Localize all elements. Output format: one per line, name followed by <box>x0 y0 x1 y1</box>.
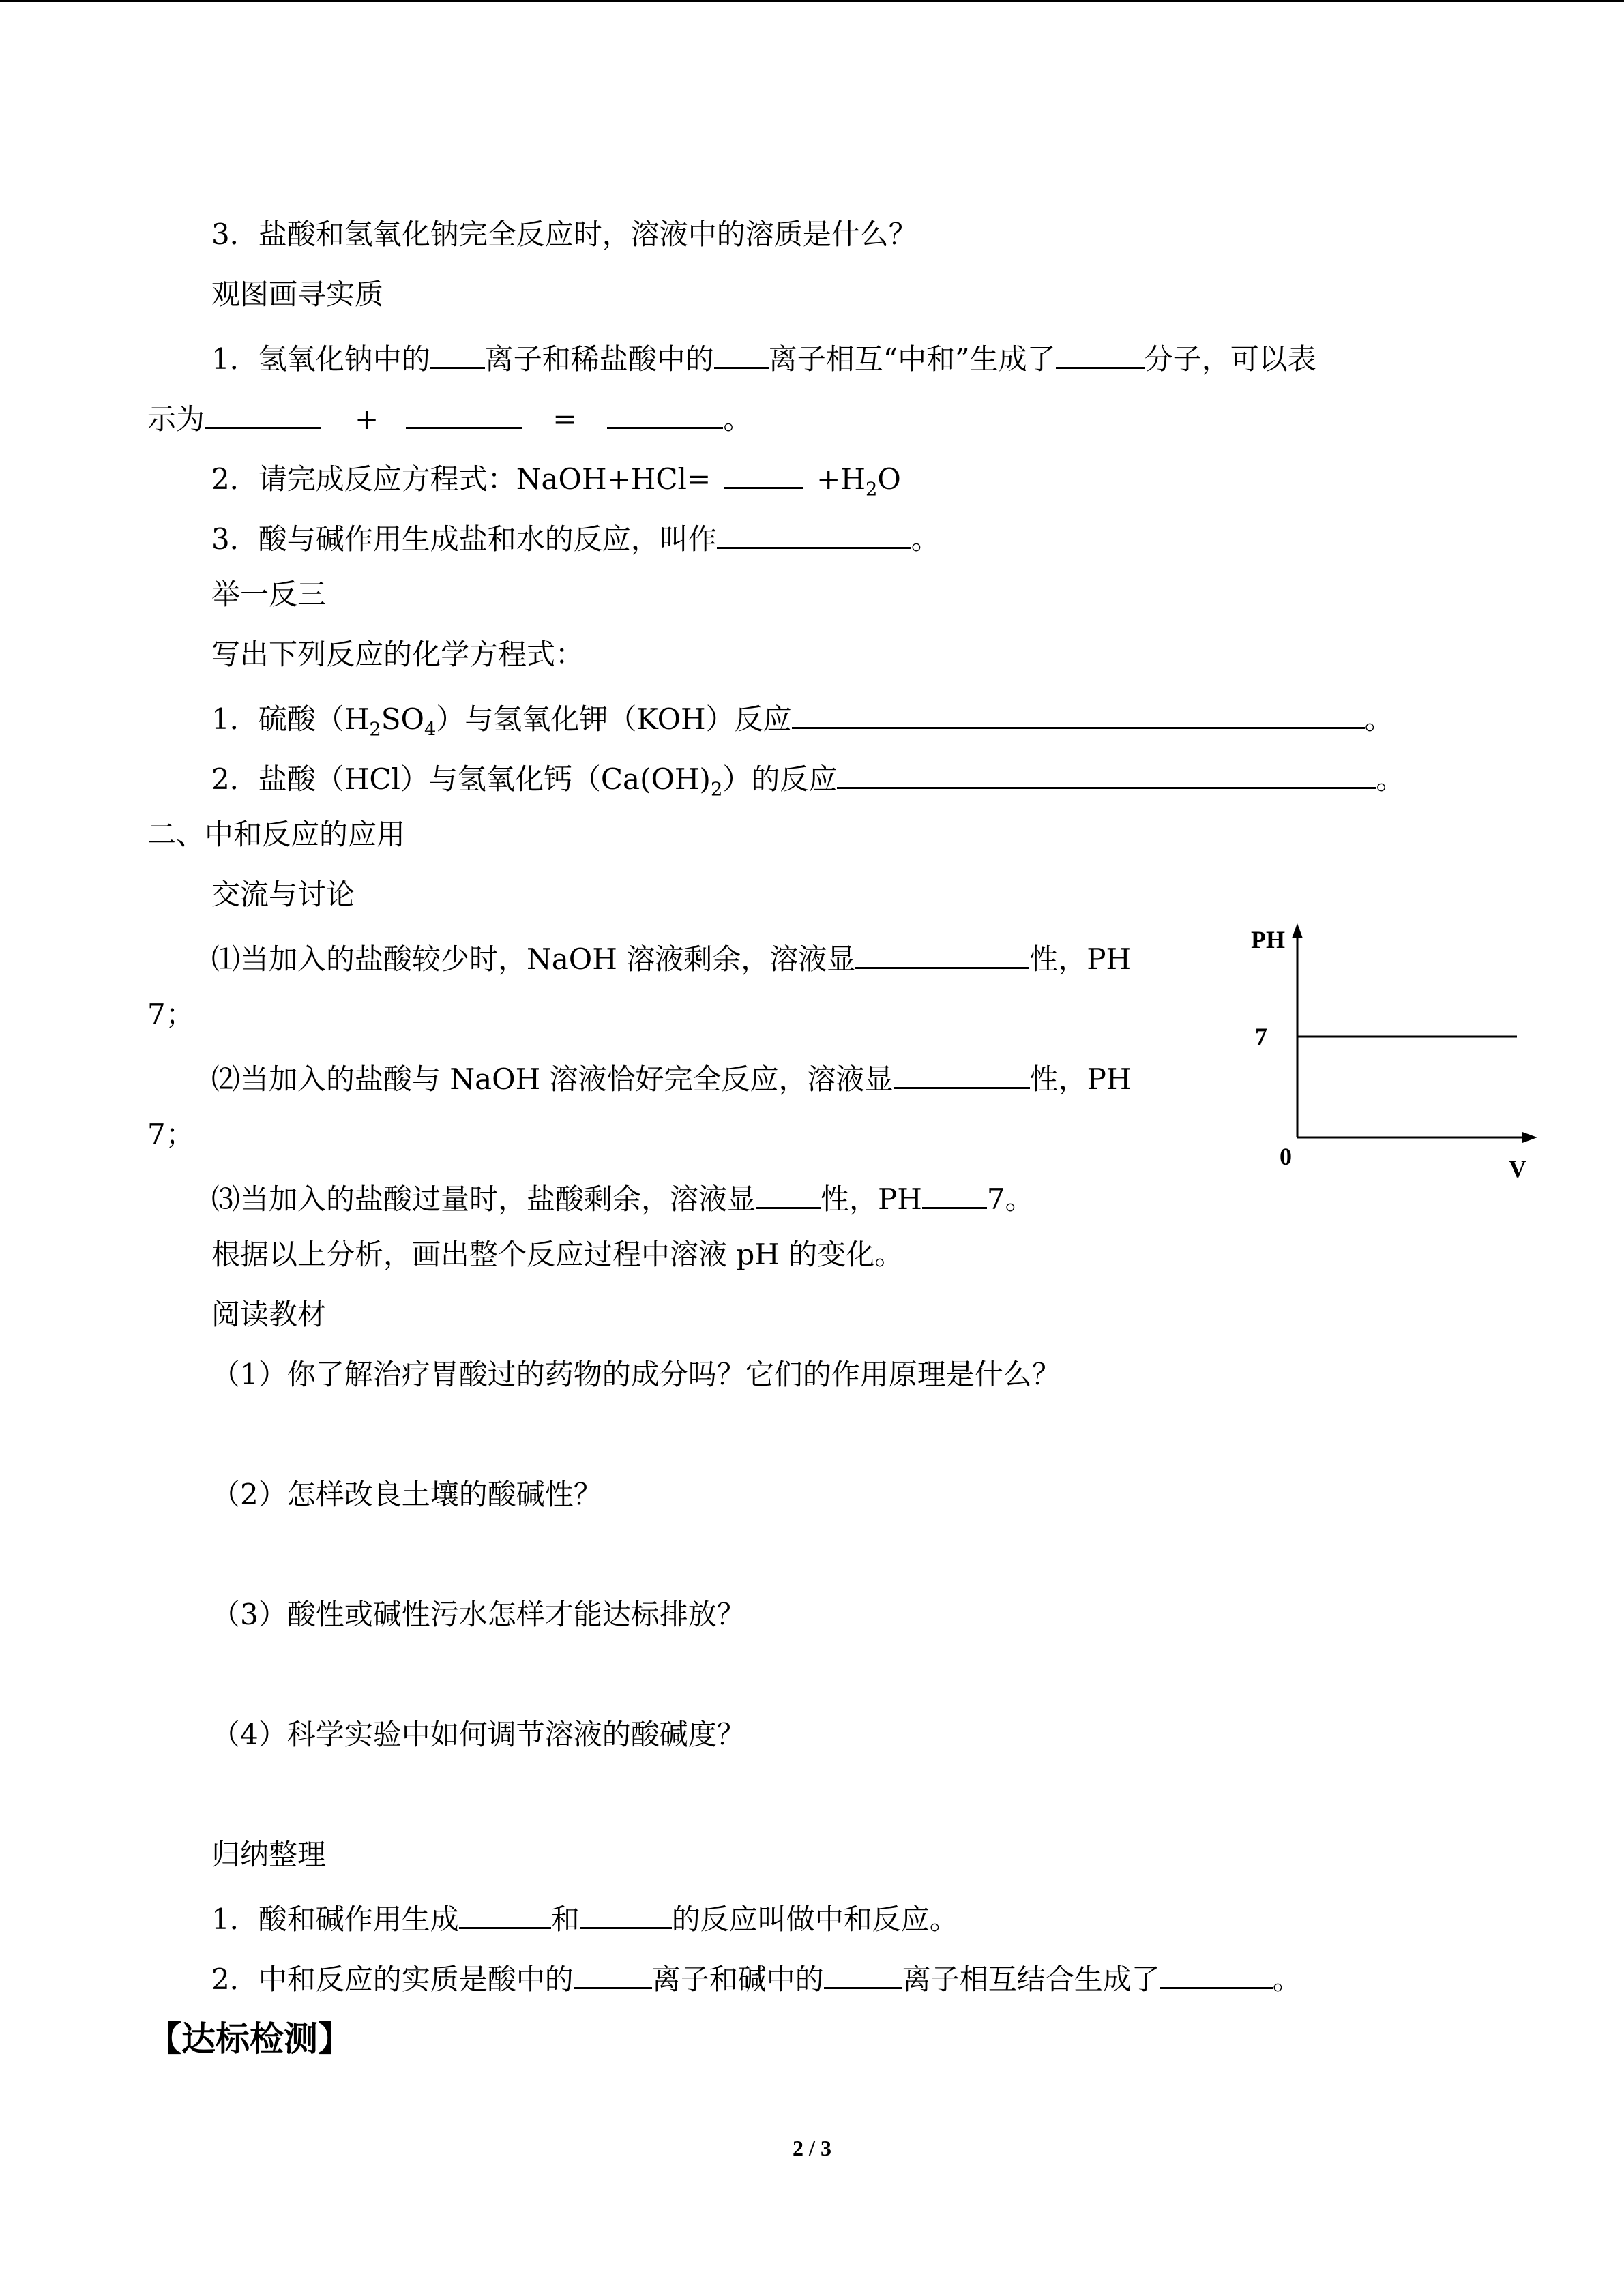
obs2-subscript: 2 <box>865 479 878 501</box>
observe-item-2 <box>211 456 901 509</box>
discuss-title <box>211 876 355 914</box>
origin-label: 0 <box>1280 1143 1292 1170</box>
r4-text: （4）科学实验中如何调节溶液的酸碱度？ <box>211 1718 745 1751</box>
obs1-text-b: 离子和稀盐酸中的 <box>484 342 714 376</box>
ph-chart <box>1241 921 1548 1193</box>
blank-expr-2[interactable] <box>406 396 522 429</box>
period: 。 <box>723 402 752 436</box>
section-2-heading <box>147 816 405 854</box>
extend-title <box>211 576 326 614</box>
observe-title <box>211 275 383 314</box>
discuss-text: 交流与讨论 <box>211 878 355 911</box>
blank-d2-property[interactable] <box>894 1056 1030 1089</box>
observe-item-1-cont <box>147 396 752 438</box>
observe-item-3 <box>211 516 940 558</box>
plus-sign: + <box>355 402 379 436</box>
s2-text-c: 离子相互结合生成了 <box>902 1963 1160 1996</box>
write-equation-prompt <box>211 636 584 674</box>
blank-expr-1[interactable] <box>205 396 321 429</box>
read-question-3 <box>211 1596 745 1634</box>
summary-title <box>211 1836 326 1874</box>
blank-s1-product-2[interactable] <box>580 1896 672 1929</box>
ex1-subscript-2: 4 <box>424 719 437 741</box>
d1-text-b: 性，PH <box>1029 942 1132 976</box>
summary-item-1 <box>211 1896 958 1939</box>
obs1-text-c: 离子相互“中和”生成了 <box>768 342 1056 376</box>
y-axis-arrow <box>1292 923 1303 938</box>
analyze-prompt <box>211 1236 903 1274</box>
blank-ion-2[interactable] <box>714 336 769 369</box>
d2-text-b: 性，PH <box>1029 1062 1132 1096</box>
ex2-text-b: ）的反应 <box>722 762 838 796</box>
blank-reaction-name[interactable] <box>717 516 911 549</box>
period: 。 <box>911 522 940 556</box>
read-question-4 <box>211 1716 745 1754</box>
ex1-subscript-1: 2 <box>369 719 381 741</box>
summary-text: 归纳整理 <box>211 1838 327 1871</box>
obs3-text-a: 3．酸与碱作用生成盐和水的反应，叫作 <box>211 522 717 556</box>
d3-text-b: 性，PH <box>821 1182 922 1216</box>
discuss-item-1 <box>211 936 1131 979</box>
y-axis-label: PH <box>1251 926 1285 953</box>
read-question-2 <box>211 1476 602 1514</box>
check-heading: 【达标检测】 <box>147 2019 352 2059</box>
read-text: 阅读教材 <box>211 1298 327 1331</box>
write-equation-text: 写出下列反应的化学方程式： <box>211 638 585 671</box>
analyze-text: 根据以上分析，画出整个反应过程中溶液 pH 的变化。 <box>211 1238 904 1271</box>
blank-ex2-equation[interactable] <box>837 756 1376 789</box>
obs2-text-a: 2．请完成反应方程式：NaOH+HCl= <box>211 462 711 496</box>
discuss-item-3 <box>211 1176 1034 1219</box>
obs1-text-d: 分子，可以表 <box>1144 342 1316 376</box>
question-3 <box>211 215 917 254</box>
read-title <box>211 1296 326 1334</box>
top-border <box>0 0 1624 2</box>
s2-text-b: 离子和碱中的 <box>651 1963 824 1996</box>
blank-molecule[interactable] <box>1056 336 1145 369</box>
observe-item-1 <box>211 336 1316 378</box>
x-axis-label: V <box>1509 1155 1526 1182</box>
d2-seven: 7； <box>147 1118 194 1151</box>
s2-text-a: 2．中和反应的实质是酸中的 <box>211 1963 574 1996</box>
ex1-text-b: SO <box>381 702 424 736</box>
extend-title-text: 举一反三 <box>211 578 327 611</box>
d3-text-c: 7。 <box>986 1182 1034 1216</box>
ex1-text-c: ）与氢氧化钾（KOH）反应 <box>436 702 792 736</box>
read-question-1 <box>211 1356 1061 1394</box>
obs1-text-e: 示为 <box>147 402 205 436</box>
discuss-item-2 <box>211 1056 1131 1099</box>
blank-s2-base-ion[interactable] <box>824 1956 902 1989</box>
page-number: 2 / 3 <box>793 2136 831 2160</box>
exercise-1 <box>211 696 1393 749</box>
section-2-text: 二、中和反应的应用 <box>147 818 406 851</box>
obs1-text-a: 1．氢氧化钠中的 <box>211 342 430 376</box>
summary-item-2 <box>211 1956 1301 1999</box>
d1-text-a: ⑴当加入的盐酸较少时，NaOH 溶液剩余，溶液显 <box>211 942 856 976</box>
d1-seven: 7； <box>147 998 194 1031</box>
blank-d1-property[interactable] <box>855 936 1029 969</box>
blank-s1-product-1[interactable] <box>459 1896 551 1929</box>
period: 。 <box>1376 762 1405 796</box>
blank-d3-property[interactable] <box>756 1176 821 1209</box>
ex2-subscript: 2 <box>710 779 723 801</box>
question-3-text: 3．盐酸和氢氧化钠完全反应时，溶液中的溶质是什么？ <box>211 218 917 251</box>
blank-ion-1[interactable] <box>430 336 485 369</box>
r1-text: （1）你了解治疗胃酸过的药物的成分吗？它们的作用原理是什么？ <box>211 1358 1061 1391</box>
d2-text-a: ⑵当加入的盐酸与 NaOH 溶液恰好完全反应，溶液显 <box>211 1062 894 1096</box>
blank-equation[interactable] <box>724 456 803 489</box>
r2-text: （2）怎样改良土壤的酸碱性？ <box>211 1478 602 1511</box>
discuss-item-2-cont <box>147 1116 194 1154</box>
ex1-text-a: 1．硫酸（H <box>211 702 370 736</box>
blank-expr-3[interactable] <box>607 396 723 429</box>
observe-title-text: 观图画寻实质 <box>211 278 384 311</box>
exercise-2 <box>211 756 1404 809</box>
x-axis-arrow <box>1522 1132 1537 1143</box>
s1-text-b: 和 <box>550 1903 580 1936</box>
s2-text-d: 。 <box>1272 1963 1301 1996</box>
s1-text-a: 1．酸和碱作用生成 <box>211 1903 459 1936</box>
obs2-text-b: +H <box>816 462 866 496</box>
blank-ex1-equation[interactable] <box>792 696 1365 729</box>
blank-s2-product[interactable] <box>1160 1956 1273 1989</box>
period: 。 <box>1364 702 1393 736</box>
y-tick-label-7: 7 <box>1255 1023 1267 1050</box>
blank-s2-acid-ion[interactable] <box>574 1956 652 1989</box>
equals-sign: = <box>552 402 577 436</box>
blank-d3-ph[interactable] <box>922 1176 987 1209</box>
s1-text-c: 的反应叫做中和反应。 <box>671 1903 958 1936</box>
discuss-item-1-cont <box>147 996 194 1034</box>
d3-text-a: ⑶当加入的盐酸过量时，盐酸剩余，溶液显 <box>211 1182 756 1216</box>
obs2-text-c: O <box>877 462 901 496</box>
ex2-text-a: 2．盐酸（HCl）与氢氧化钙（Ca(OH) <box>211 762 711 796</box>
r3-text: （3）酸性或碱性污水怎样才能达标排放？ <box>211 1598 745 1631</box>
